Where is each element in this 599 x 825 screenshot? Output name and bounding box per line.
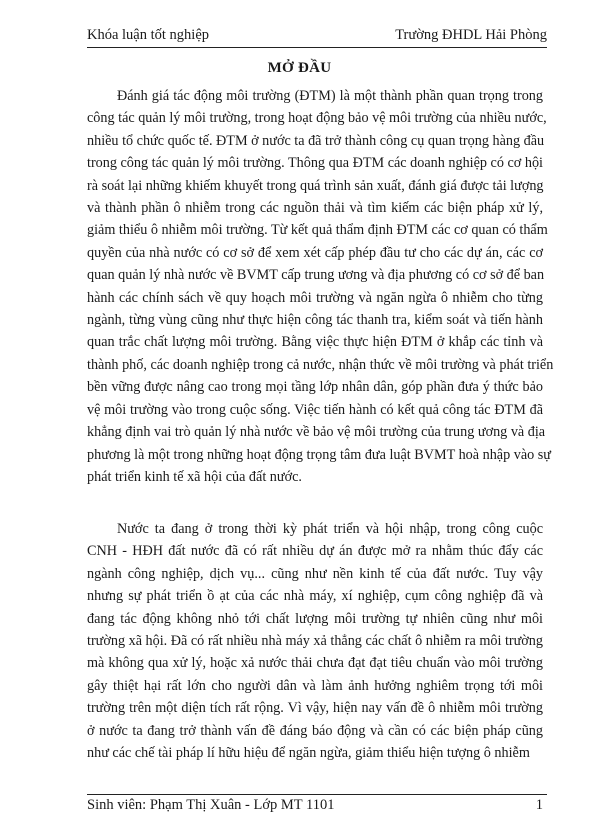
text-line: ở nước ta đang trở thành vấn đề đáng báo động và cần có các biện pháp cũng — [87, 722, 543, 739]
section-title: MỞ ĐẦU — [267, 60, 332, 76]
text-line: Đánh giá tác động môi trường (ĐTM) là một thành phần quan trọng trong — [117, 88, 543, 104]
page-footer — [87, 797, 547, 817]
text-line: phương là một trong những hoạt động trọng tâm đưa luật BVMT hoà nhập vào sự — [87, 446, 551, 463]
text-line: khẳng định vai trò quản lý nhà nước về bảo vệ môi trường của trung ương và địa — [87, 424, 546, 441]
page-header — [87, 27, 547, 47]
text-line: rà soát lại những khiếm khuyết trong quá trình sản xuất, đánh giá được tải lượng — [87, 177, 544, 194]
text-line: gây thiệt hại rất lớn cho người dân và làm ảnh hưởng nghiêm trọng tới môi — [87, 677, 543, 694]
text-line: Nước ta đang ở trong thời kỳ phát triển và hội nhập, trong công cuộc — [117, 521, 543, 537]
text-line: nhưng sự phát triển ồ ạt của các nhà máy, xí nghiệp, cụm công nghiệp đã và — [87, 588, 543, 605]
text-line: quan quản lý nhà nước về BVMT cấp trung ương và địa phương có cơ sở để ban — [87, 267, 545, 284]
text-line: quyền của nhà nước có cơ sở để xem xét cấp phép đầu tư cho các dự án, các cơ — [87, 244, 543, 261]
header-university-label: Trường ĐHDL Hải Phòng — [395, 27, 547, 43]
text-line: đang tác động không nhỏ tới chất lượng môi trường tự nhiên cũng như môi — [87, 610, 543, 627]
text-line: trường xã hội. Đã có rất nhiều nhà máy xả thẳng các chất ô nhiễm ra môi trường — [87, 633, 543, 650]
text-line: giảm thiểu ô nhiễm môi trường. Từ kết quả thẩm định ĐTM các cơ quan có thẩm — [87, 222, 548, 239]
text-line: mà không qua xử lý, hoặc xả nước thải chưa đạt đạt tiêu chuẩn vào môi trường — [87, 655, 543, 672]
text-line: công tác quản lý môi trường, trong hoạt động bảo vệ môi trường của nhiều nước, — [87, 110, 547, 127]
text-line: ngành công nghiệp, dịch vụ... cũng như nền kinh tế của đất nước. Tuy vậy — [87, 565, 543, 582]
footer-divider — [87, 794, 547, 795]
text-line: nhiều tổ chức quốc tế. ĐTM ở nước ta đã trở thành công cụ quan trọng hàng đầu — [87, 132, 545, 149]
text-line: trường trên một diện tích rất rộng. Vì vậy, hiện nay vấn đề ô nhiễm môi trường — [87, 700, 543, 717]
text-line: quan trắc chất lượng môi trường. Bằng việc thực hiện ĐTM ở khắp các tỉnh và — [87, 334, 543, 351]
text-line: ngành, từng vùng cũng như thực hiện công tác thanh tra, kiểm soát và tiến hành — [87, 312, 543, 329]
text-line: bền vững được nâng cao trong mọi tầng lớp nhân dân, góp phần đưa ý thức bảo — [87, 379, 543, 396]
paragraph-1 — [87, 85, 554, 488]
page-number: 1 — [535, 797, 543, 813]
text-line: CNH - HĐH đất nước đã có rất nhiều dự án được mở ra nhằm thúc đẩy các — [87, 543, 543, 560]
text-line: hành các chính sách về quy hoạch môi trường và ngăn ngừa ô nhiễm cho từng — [87, 289, 543, 306]
text-line: phát triển kinh tế xã hội của đất nước. — [87, 468, 302, 485]
text-line: thành phố, các doanh nghiệp trong cả nước, nhận thức về môi trường và phát triển — [87, 356, 554, 373]
text-line: như các chế tài pháp lí hữu hiệu để ngăn ngừa, giảm thiểu hiện tượng ô nhiễm — [87, 745, 530, 762]
header-divider — [87, 47, 547, 48]
text-line: và thành phần ô nhiễm trong các nguồn thải và tìm kiếm các biện pháp xử lý, — [87, 200, 543, 217]
header-thesis-label: Khóa luận tốt nghiệp — [87, 27, 210, 43]
footer-student-label: Sinh viên: Phạm Thị Xuân - Lớp MT 1101 — [87, 797, 335, 813]
paragraph-2 — [87, 518, 543, 764]
text-line: trong công tác quản lý môi trường. Thông qua ĐTM các doanh nghiệp có cơ hội — [87, 155, 543, 172]
text-line: vệ môi trường vào trong cuộc sống. Việc tiến hành có kết quả công tác ĐTM đã — [87, 401, 543, 418]
